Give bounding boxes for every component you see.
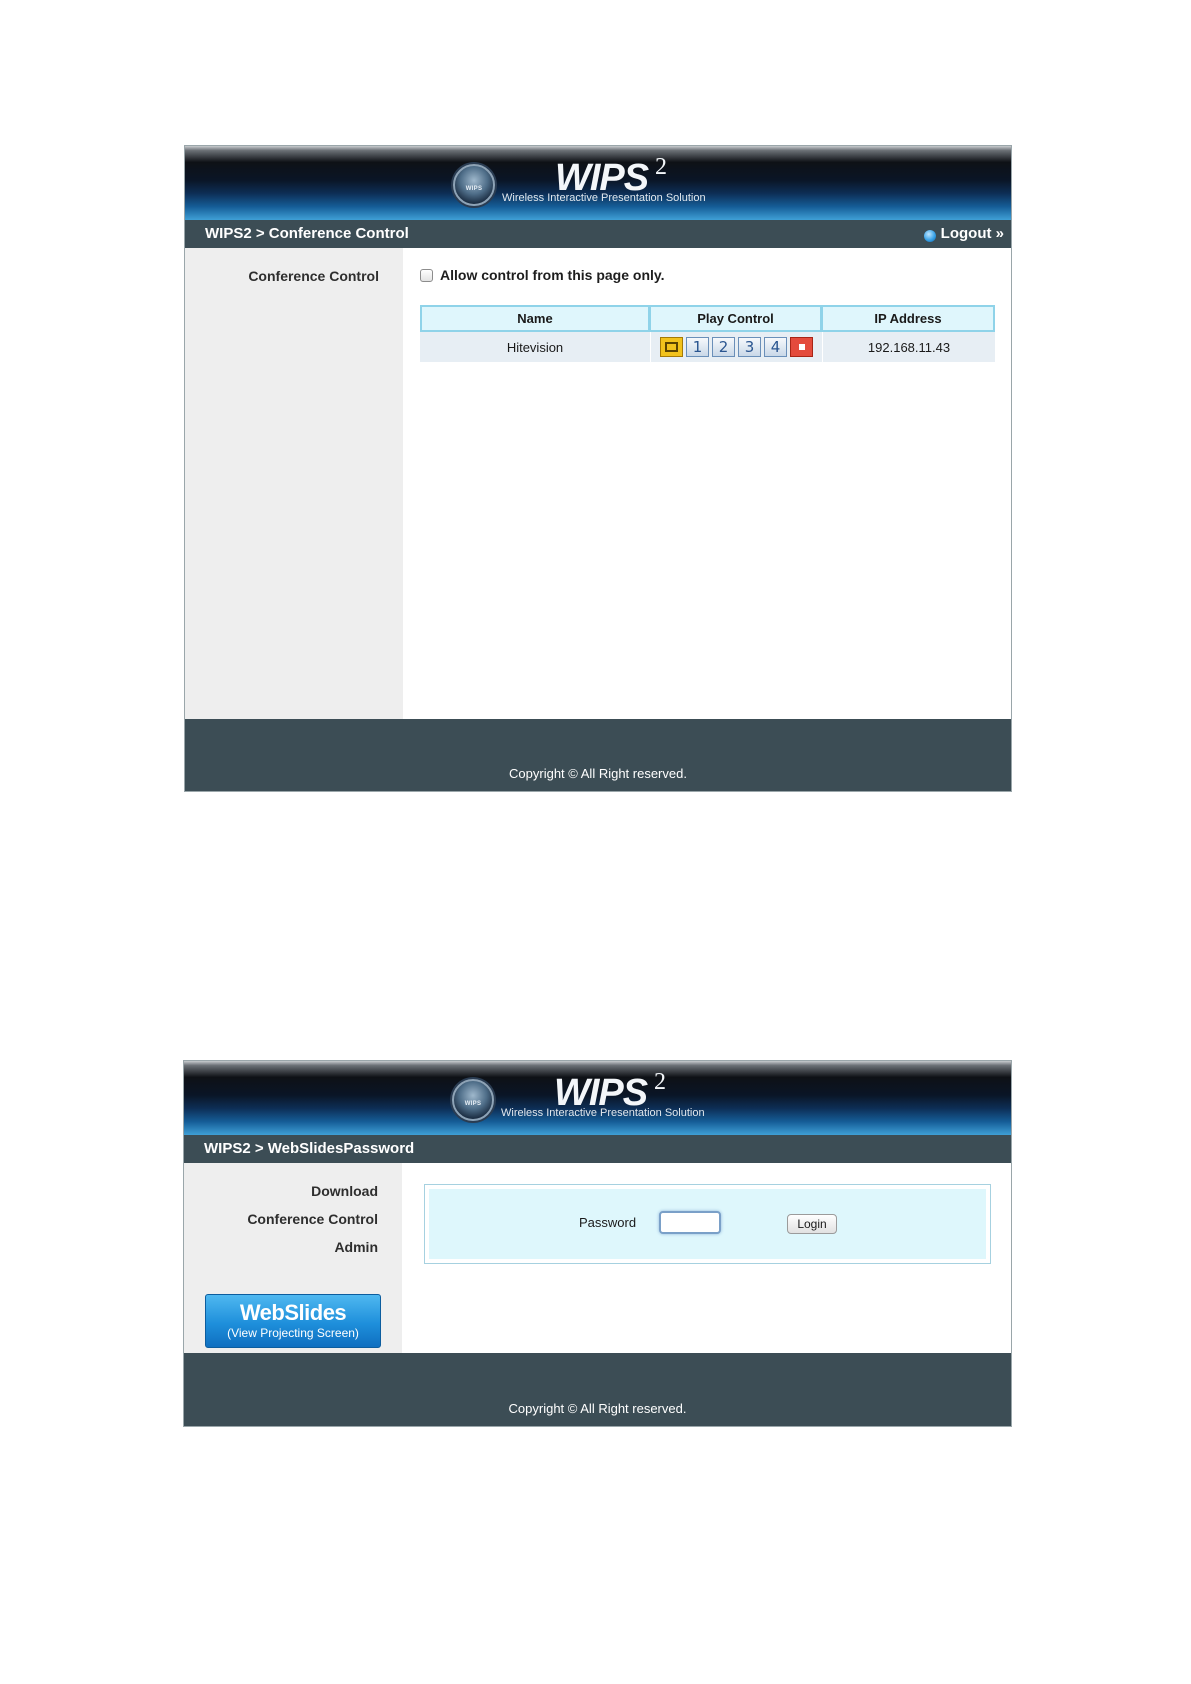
main-area [185,248,1011,721]
allow-control-label: Allow control from this page only. [440,267,665,283]
logo-tagline: Wireless Interactive Presentation Solution [502,192,706,204]
footer [184,1353,1011,1426]
footer [185,719,1011,791]
column-header-play-control: Play Control [650,305,822,332]
wips-orb-logo-icon [452,1079,494,1121]
allow-control-option[interactable] [420,267,665,283]
webslides-title: WebSlides [239,1300,347,1325]
sidebar-item-admin[interactable]: Admin [334,1239,378,1255]
logo-wordmark: WIPS [554,1072,648,1114]
webslides-password-window [183,1060,1012,1427]
sidebar [185,248,403,721]
sidebar-item-conference-control[interactable]: Conference Control [248,268,379,284]
split-4-button[interactable]: 4 [764,337,787,357]
blue-dot-icon [924,230,936,242]
header-banner [184,1061,1011,1135]
webslides-subtitle: (View Projecting Screen) [227,1326,359,1340]
sidebar [184,1163,402,1355]
sidebar-item-conference-control[interactable]: Conference Control [247,1211,378,1227]
column-header-name: Name [420,305,650,332]
split-2-button[interactable]: 2 [712,337,735,357]
wips-orb-logo-icon [453,164,495,206]
logo-wordmark: WIPS [555,157,649,199]
allow-control-checkbox[interactable] [420,269,433,282]
title-bar [185,220,1011,248]
conference-control-window [184,145,1012,792]
content-area [403,248,1011,721]
ip-address-cell: 192.168.11.43 [822,332,995,362]
content-area [402,1163,1011,1355]
breadcrumb: WIPS2 > Conference Control [205,225,409,242]
device-table [420,305,995,362]
logout-link[interactable] [924,220,1004,248]
password-input[interactable] [659,1211,721,1234]
device-name-cell: Hitevision [506,339,564,355]
password-label: Password [579,1215,637,1230]
split-3-button[interactable]: 3 [738,337,761,357]
header-banner [185,146,1011,220]
webslides-button[interactable] [205,1294,381,1348]
sidebar-item-download[interactable]: Download [311,1183,378,1199]
table-header [420,305,995,332]
orb-text: WIPS [465,186,483,192]
table-row [420,332,995,362]
login-button[interactable]: Login [787,1214,837,1234]
play-control-cell [650,332,822,362]
copyright-text: Copyright © All Right reserved. [508,1401,687,1416]
logout-label: Logout » [940,225,1004,242]
logo-superscript: 2 [654,1069,666,1095]
logo-tagline: Wireless Interactive Presentation Solution [501,1107,705,1119]
copyright-text: Copyright © All Right reserved. [509,766,687,781]
split-1-button[interactable]: 1 [686,337,709,357]
main-area [184,1163,1011,1355]
column-header-ip-address: IP Address [822,305,995,332]
fullscreen-icon[interactable] [660,337,683,357]
title-bar [184,1135,1011,1163]
logo-superscript: 2 [655,154,667,180]
orb-text: WIPS [464,1101,482,1107]
stop-icon[interactable] [790,337,813,357]
login-panel [424,1184,991,1264]
breadcrumb: WIPS2 > WebSlidesPassword [204,1140,415,1157]
